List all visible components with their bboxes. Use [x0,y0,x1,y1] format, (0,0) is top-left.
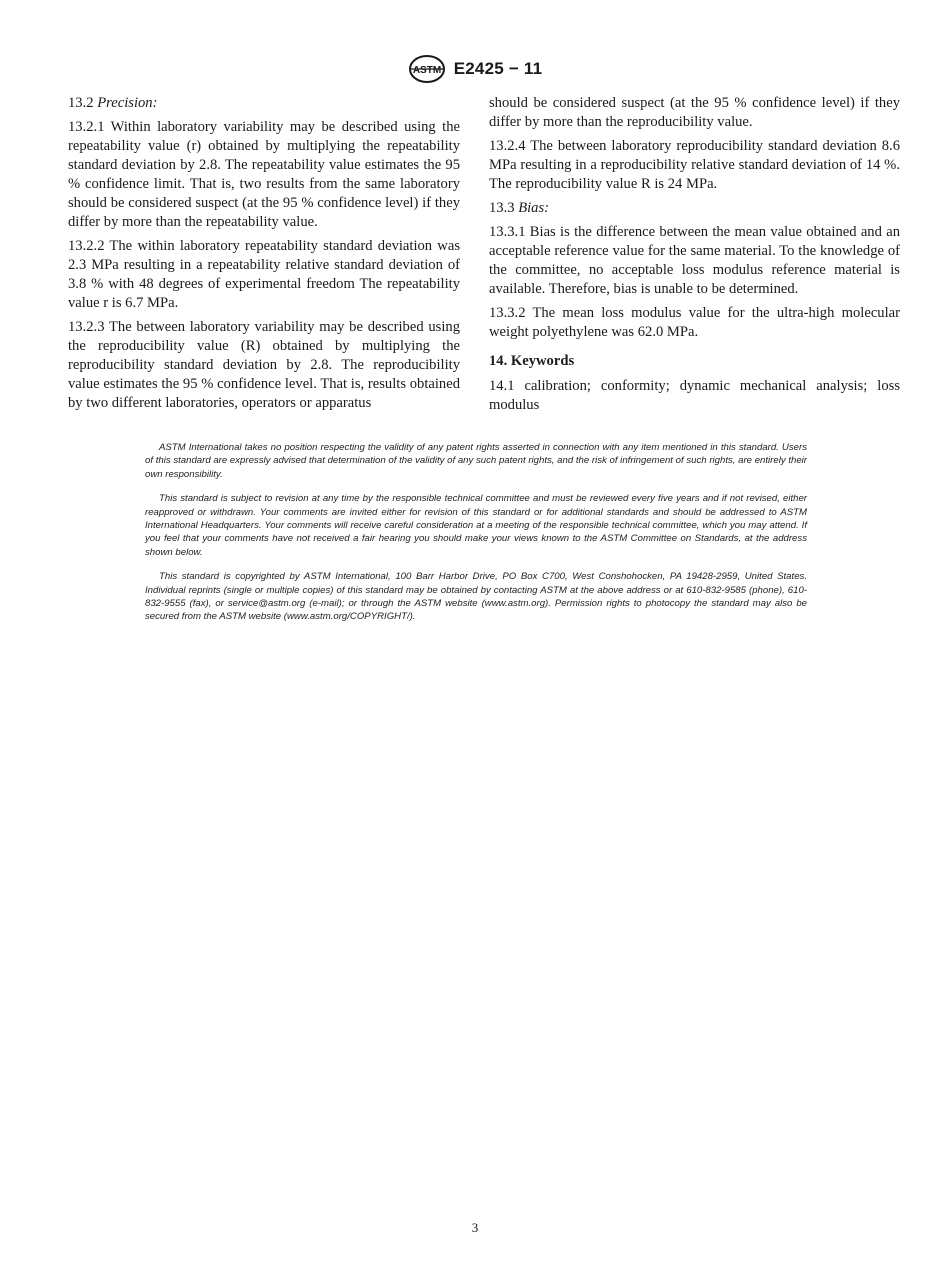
paragraph-14-1: 14.1 calibration; conformity; dynamic mechanical analysis; loss modulus [489,378,900,413]
document-number: E2425 − 11 [453,59,543,78]
logo-text: ASTM [412,65,441,76]
paragraph-13-2-3-continued: should be considered suspect (at the 95 % confidence level) if they differ by more than the reproducibility value. [489,95,900,130]
right-column [489,94,900,420]
section-heading-keywords: 14. Keywords [489,353,575,369]
paragraph-13-3-1: 13.3.1 Bias is the difference between the mean value obtained and an acceptable reference value for the same material. To the knowledge of the committee, no acceptable loss modulus reference material is available. Therefore, bias is unable to be determined. [489,224,900,297]
patent-notice: ASTM International takes no position respecting the validity of any patent rights asserted in connection with any item mentioned in this standard. Users of this standard are expressly advised that determination of the validity of any such patent rights, and the risk of infringement of such rights, are entirely their own responsibility. [145,442,807,480]
section-13-2-title: Precision: [97,95,158,111]
section-13-3-number: 13.3 [489,200,515,216]
left-column [68,94,460,418]
page-number: 3 [471,1220,479,1235]
paragraph-13-2-4: 13.2.4 The between laboratory reproducibility standard deviation 8.6 MPa resulting in a reproducibility relative standard deviation of 14 %. The reproducibility value R is 24 MPa. [489,138,900,192]
footer-notes [145,441,807,635]
copyright-notice: This standard is copyrighted by ASTM International, 100 Barr Harbor Drive, PO Box C700, West Conshohocken, PA 19428-2959, United States. Individual reprints (single or multiple copies) of this standard may be obtained by contacting ASTM at the above address or at 610-832-9585 (phone), 610-832-9555 (fax), or service@astm.org (e-mail); or through the ASTM website (www.astm.org). Permission rights to photocopy the standard may also be secured from the ASTM website (www.astm.org/COPYRIGHT/). [145,571,807,623]
section-13-3-title: Bias: [518,200,550,216]
revision-notice: This standard is subject to revision at any time by the responsible technical committee and must be reviewed every five years and if not revised, either reapproved or withdrawn. Your comments are invited either for revision of this standard or for additional standards and should be addressed to ASTM International Headquarters. Your comments will receive careful consideration at a meeting of the responsible technical committee, which you may attend. If you feel that your comments have not received a fair hearing you should make your views known to the ASTM Committee on Standards, at the address shown below. [145,493,807,558]
astm-logo-icon [408,54,446,84]
paragraph-13-3-2: 13.3.2 The mean loss modulus value for the ultra-high molecular weight polyethylene was 62.0 MPa. [489,305,900,340]
section-13-2 [68,94,460,113]
paragraph-13-2-1: 13.2.1 Within laboratory variability may be described using the repeatability value (r) obtained by multiplying the repeatability standard deviation by 2.8. The repeatability value estimates the 95 % confidence limit. That is, two results from the same laboratory should be considered suspect (at the 95 % confidence level) if they differ by more than the repeatability value. [68,119,460,230]
section-13-3 [489,199,900,218]
paragraph-13-2-3: 13.2.3 The between laboratory variability may be described using the reproducibility value (R) obtained by multiplying the reproducibility standard deviation by 2.8. The reproducibility value estimates the 95 % confidence level. That is, results obtained by two different laboratories, operators or apparatus [68,319,460,411]
section-13-2-number: 13.2 [68,95,94,111]
paragraph-13-2-2: 13.2.2 The within laboratory repeatability standard deviation was 2.3 MPa resulting in a repeatability relative standard deviation of 3.8 % with 48 degrees of experimental freedom The repeatability value r is 6.7 MPa. [68,238,460,311]
page-header [0,54,950,84]
